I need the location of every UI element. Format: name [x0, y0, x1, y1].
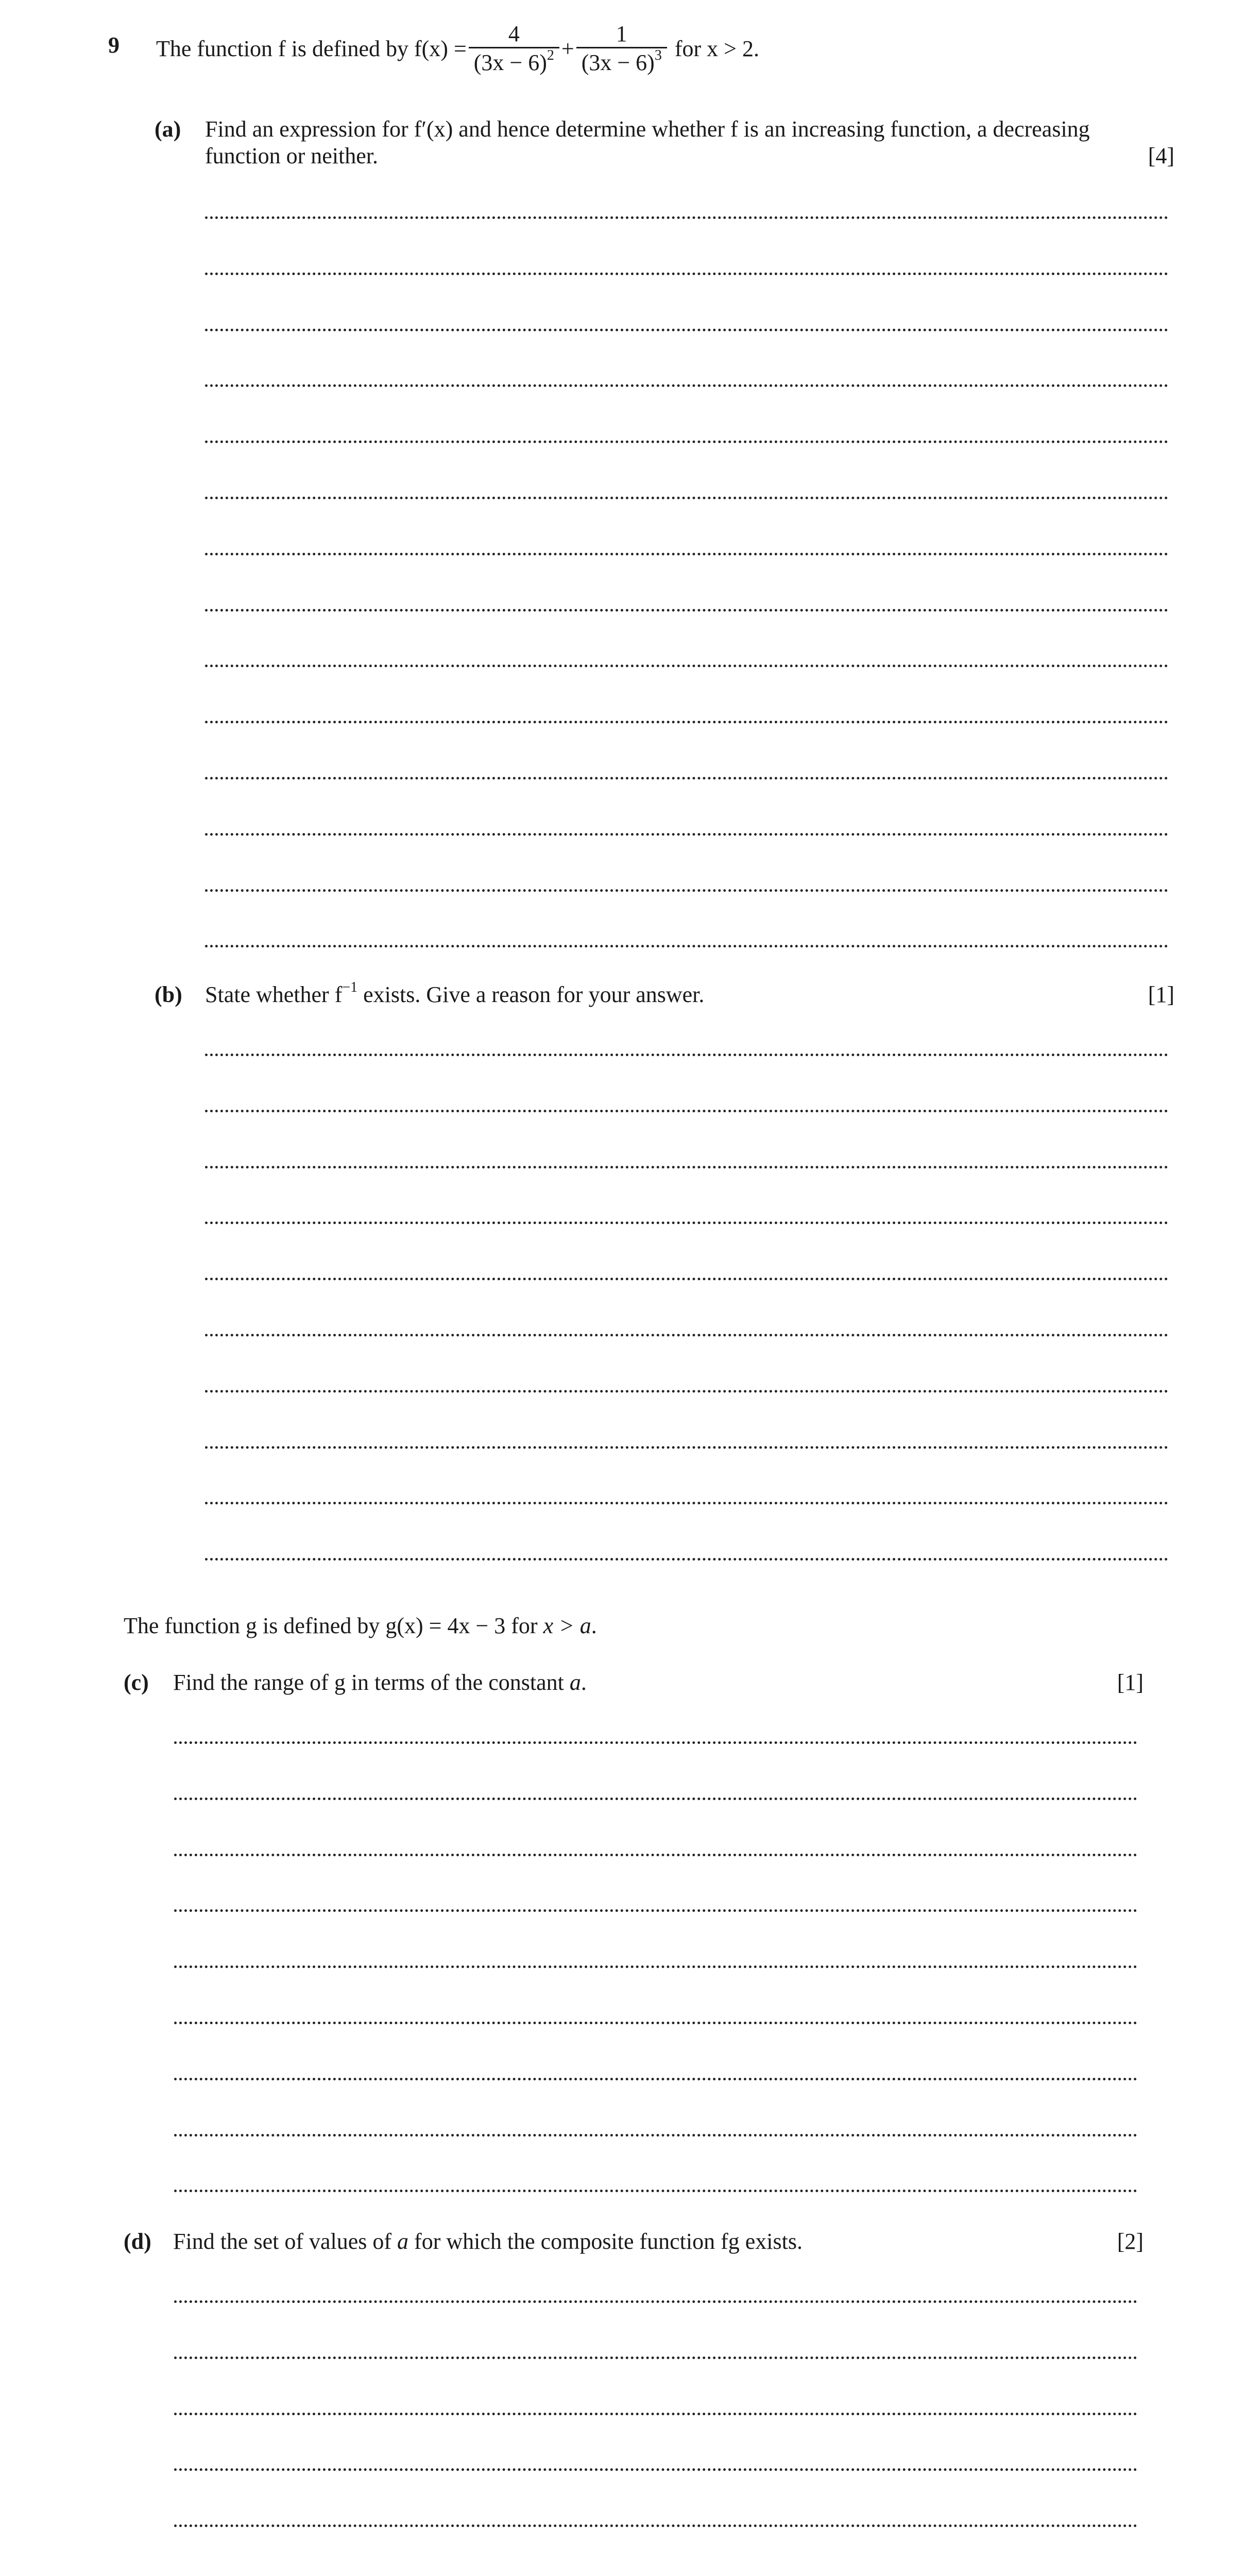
fraction-1-den-base: (3x − 6) [473, 49, 547, 75]
fraction-2-den-exponent: 3 [654, 47, 662, 63]
answer-line[interactable] [205, 1502, 1168, 1504]
answer-line[interactable] [174, 2413, 1137, 2415]
answer-line[interactable] [205, 1222, 1168, 1224]
answer-line[interactable] [205, 1054, 1168, 1056]
answer-line[interactable] [174, 2190, 1137, 2192]
answer-line[interactable] [205, 665, 1168, 667]
answer-line[interactable] [205, 833, 1168, 836]
fraction-1 [469, 21, 559, 77]
part-a-label: (a) [155, 116, 181, 142]
answer-line[interactable] [205, 1334, 1168, 1336]
part-d-prefix: Find the set of values of [173, 2229, 392, 2254]
answer-line[interactable] [205, 216, 1168, 219]
part-d-suffix: for which the composite function fg exists. [414, 2229, 803, 2254]
g-def-condition: x > a [543, 1613, 591, 1638]
part-c-prefix: Find the range of g in terms of the constant [173, 1670, 564, 1695]
part-d-label: (d) [124, 2229, 151, 2254]
stem-prefix: The function f is defined by [156, 36, 408, 61]
answer-line[interactable] [205, 889, 1168, 892]
answer-line[interactable] [205, 1166, 1168, 1168]
answer-line[interactable] [205, 721, 1168, 723]
answer-line[interactable] [205, 384, 1168, 387]
part-c-marks: [1] [1117, 1670, 1143, 1695]
answer-line[interactable] [174, 1965, 1137, 1968]
answer-line[interactable] [174, 2468, 1137, 2471]
answer-line[interactable] [205, 1278, 1168, 1280]
g-def-suffix: . [591, 1613, 597, 1638]
fx-label: f(x) = [414, 36, 467, 61]
part-a-prefix: Find an expression for f [205, 116, 422, 142]
part-a-text-line2: function or neither. [205, 143, 379, 168]
answer-line[interactable] [174, 2524, 1137, 2527]
fraction-1-den-exponent: 2 [547, 47, 554, 63]
answer-line[interactable] [205, 329, 1168, 331]
part-c-var: a [569, 1670, 581, 1695]
part-a-rest: (x) and hence determine whether f is an increasing function, a decreasing [426, 116, 1090, 142]
answer-line[interactable] [174, 1741, 1137, 1744]
part-c-text [173, 1669, 587, 1696]
part-a-marks: [4] [1148, 143, 1174, 168]
part-d-var: a [397, 2229, 409, 2254]
fraction-2-den-base: (3x − 6) [581, 49, 655, 75]
answer-line[interactable] [205, 1110, 1168, 1112]
answer-line[interactable] [174, 1909, 1137, 1912]
answer-line[interactable] [205, 497, 1168, 499]
fraction-2 [576, 21, 667, 77]
answer-line[interactable] [205, 609, 1168, 612]
answer-line[interactable] [174, 1798, 1137, 1800]
part-b-rest: exists. Give a reason for your answer. [363, 982, 705, 1007]
answer-line[interactable] [174, 2022, 1137, 2024]
domain-text: for x > 2. [674, 36, 759, 61]
answer-line[interactable] [174, 2078, 1137, 2080]
fraction-1-numerator: 4 [469, 21, 559, 48]
part-d-text [173, 2228, 803, 2255]
g-def-prefix: The function g is defined by g(x) = 4x − 3 for [124, 1613, 538, 1638]
answer-line[interactable] [205, 440, 1168, 443]
question-stem [156, 15, 759, 82]
part-b-inverse-exponent: −1 [342, 979, 358, 995]
answer-line[interactable] [205, 1558, 1168, 1561]
part-b-label: (b) [155, 982, 182, 1007]
answer-line[interactable] [205, 945, 1168, 947]
answer-line[interactable] [205, 1446, 1168, 1449]
question-number: 9 [108, 32, 120, 58]
part-b-text [205, 981, 704, 1008]
answer-line[interactable] [174, 2357, 1137, 2359]
plus-sign: + [561, 36, 574, 61]
part-d-marks: [2] [1117, 2229, 1143, 2254]
answer-line[interactable] [174, 1854, 1137, 1856]
answer-line[interactable] [205, 273, 1168, 275]
part-c-label: (c) [124, 1670, 149, 1695]
answer-line[interactable] [174, 2300, 1137, 2303]
part-b-prefix: State whether f [205, 982, 343, 1007]
answer-line[interactable] [174, 2134, 1137, 2137]
fraction-1-denominator [469, 48, 559, 77]
answer-line[interactable] [205, 1390, 1168, 1393]
part-a-text-line1 [205, 116, 1090, 143]
fraction-2-numerator: 1 [576, 21, 667, 48]
part-a-prime: ′ [421, 116, 426, 142]
fraction-2-denominator [576, 48, 667, 77]
g-definition [124, 1613, 597, 1639]
part-b-marks: [1] [1148, 982, 1174, 1007]
answer-line[interactable] [205, 553, 1168, 555]
part-c-suffix: . [581, 1670, 587, 1695]
answer-line[interactable] [205, 777, 1168, 779]
